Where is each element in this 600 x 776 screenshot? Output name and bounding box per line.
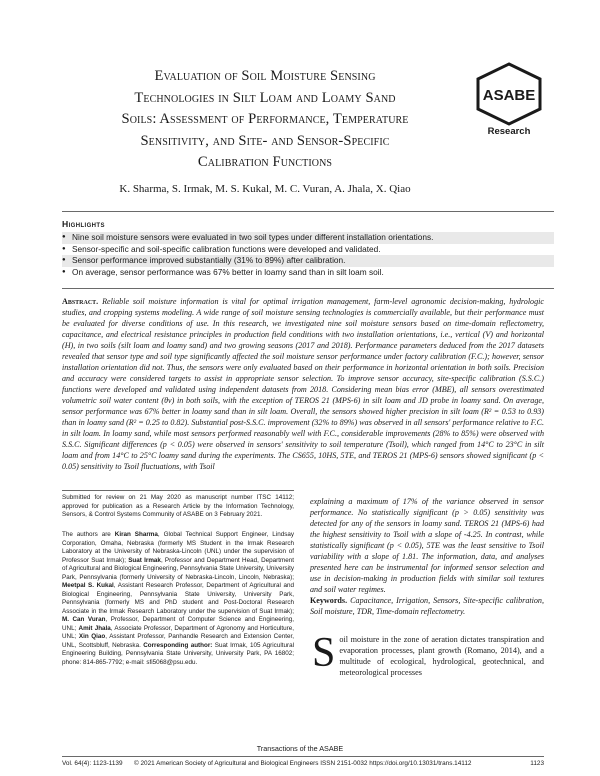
affiliation-desc: , Assistant Research Professor, Department of Agricultural and Biological Engineering, Pennsylvania State University, University Park, Pennsylvania (formerly MS and PhD student and Post-Doctoral Research Associate in the Irmak Research Laboratory under the supervision of Suat Irmak); [62, 582, 294, 615]
footer-divider [62, 756, 544, 757]
author-list: K. Sharma, S. Irmak, M. S. Kukal, M. C. Vuran, A. Jhala, X. Qiao [119, 183, 411, 195]
title-line: Sensitivity, and Site- and Sensor-Specific [140, 132, 390, 149]
divider [62, 211, 554, 212]
affiliation-name: Kiran Sharma [114, 531, 158, 538]
volume-info: Vol. 64(4): 1123-1139 [62, 760, 123, 767]
affiliation-name: Meetpal S. Kukal [62, 582, 114, 589]
author-affiliations [62, 531, 294, 667]
highlight-item: ● Sensor-specific and soil-specific calibration functions were developed and validated. [62, 244, 554, 256]
corresponding-author-label: Corresponding author: [143, 641, 213, 649]
corresponding-author-details: Suat Irmak, 105 Agricultural Engineering Building, Pennsylvania State University, University Park, PA 16802; phone: 814-865-7792; e-mail: sfi5068@psu.edu. [62, 641, 294, 666]
highlights-list [62, 232, 554, 278]
article-title [70, 66, 460, 174]
abstract [62, 296, 544, 472]
highlight-item: ● Sensor performance improved substantially (31% to 89%) after calibration. [62, 255, 554, 267]
keywords [310, 595, 544, 617]
affiliation-desc: , Associate Professor, Department of Agronomy and Horticulture, UNL; [62, 624, 294, 640]
divider [62, 288, 554, 289]
title-line: Technologies in Silt Loam and Loamy Sand [134, 89, 396, 106]
journal-name: Transactions of the ASABE [256, 744, 344, 753]
submission-note: Submitted for review on 21 May 2020 as manuscript number ITSC 14112; approved for publication as a Research Article by the Information Technology, Sensors, & Control Systems Community of ASABE on 3 February 2021. [62, 494, 294, 518]
affiliation-desc: , Global Technical Support Engineer, Lindsay Corporation, Omaha, Nebraska (formerly MS Student in the Irmak Research Laboratory at the University of Nebraska-Lincoln (UNL) under the supervision of Professor Suat Irmak); [62, 531, 295, 564]
drop-cap: S [312, 630, 336, 676]
page-number: 1123 [530, 760, 544, 767]
logo-subtitle: Research [487, 126, 531, 137]
title-line: Calibration Functions [197, 154, 333, 170]
title-line: Evaluation of Soil Moisture Sensing [154, 68, 376, 84]
highlight-item: ● Nine soil moisture sensors were evaluated in two soil types under different installation orientations. [62, 232, 554, 244]
affiliation-name: M. Can Vuran [62, 616, 106, 623]
affiliation-desc: , Professor and Department Head, Department of Agricultural and Biological Engineering, Pennsylvania State University, University Park, Pennsylvania (formerly University of Nebraska-Lincoln, Lincoln, Nebraska); [62, 556, 294, 581]
abstract-continuation: explaining a maximum of 17% of the variance observed in sensor performance. No statistically significant (p > 0.05) sensitivity was detected for any of the sensors in loamy sand. TEROS 21 (MPS-6) had the highest sensitivity to Tsoil with a slope of -4.25. In contrast, while statistically significant (p < 0.05), 5TE was the least sensitive to Tsoil variability with a slope of 1.81. The information, data, and analyses presented here can be instrumental for informed sensor selection and use in decision-making in production fields with similar soil textures and soil water regimes. [310, 497, 544, 594]
abstract-label: Abstract. [62, 297, 99, 306]
asabe-logo-icon [471, 62, 547, 126]
footnote-divider [62, 490, 294, 491]
affiliation-name: Xin Qiao [78, 633, 106, 640]
affiliation-intro: The authors are [62, 531, 111, 538]
asabe-logo [471, 62, 547, 140]
affiliation-name: Amit Jhala [78, 624, 111, 632]
affiliation-desc: , Professor, Department of Computer Science and Engineering, UNL; [62, 616, 294, 632]
keywords-text: Capacitance, Irrigation, Sensors, Site-specific calibration, Soil moisture, TDR, Time-domain reflectometry. [310, 596, 544, 616]
highlight-item: ● On average, sensor performance was 67% better in loamy sand than in silt loam soil. [62, 267, 554, 279]
affiliation-name: Suat Irmak [128, 556, 161, 564]
title-line: Soils: Assessment of Performance, Temperature [121, 111, 409, 127]
highlights-heading: Highlights [62, 219, 105, 229]
abstract-text: Reliable soil moisture information is vital for optimal irrigation management, farm-level agronomic decision-making, hydrologic studies, and cropping systems modeling. A wide range of soil moisture sensing technologies is commercially available, but their performance must be evaluated for diverse conditions of use. In this research, we investigated nine soil moisture sensors based on time-domain reflectometry, capacitance, and electrical resistance principles in production field conditions with two installation orientations, i.e., vertical (V) and horizontal (H), in two soils (silt loam and loamy sand) and two growing seasons (2017 and 2018). Performance parameters deduced from the 2017 datasets revealed that sensor type and soil type significantly affected the soil moisture sensor performance under factory calibration (F.C.); however, sensor installation orientation did not. Thus, the sensors were only evaluated based on their performance in horizontal orientation in both soils. Precision and accuracy were considered targets to assist in appropriate sensor selection. To improve sensor accuracy, site-specific calibration (S.S.C.) functions were developed and validated using independent datasets from 2018. Considering mean bias error (MBE), all sensors overestimated volumetric soil water content (θv) in both soils, with the exception of TEROS 21 (MPS-6) in silt loam and JD probe in loamy sand. On average, sensor performance was 67% better in loamy sand than in silt loam. Overall, the sensors showed higher precision in silt loam (R² = 0.53 to 0.93) than in loamy sand (R² = 0.25 to 0.82). Substantial post-S.S.C. improvement (32% to 89%) was observed in all sensors' performance relative to F.C. in silt loam. In loamy sand, while most sensors performed reasonably well with F.C., considerable improvements (28% to 85%) were observed with S.S.C. Significant differences (p < 0.05) were observed in sensors' sensitivity to soil temperature (Tsoil), which ranged from 14°C to 23°C in silt loam and from 14°C to 25°C loamy sand during the experiments. The CS655, 10HS, 5TE, and TEROS 21 (MPS-6) sensors showed significant (p < 0.05) sensitivity to Tsoil fluctuations, with Tsoil [62, 297, 544, 471]
keywords-label: Keywords. [310, 596, 348, 605]
introduction-text: oil moisture in the zone of aeration dictates transpiration and evaporation processes, plant growth (Romano, 2014), and a multitude of ecological, hydrological, geotechnical, and meteorological processes [339, 635, 544, 677]
introduction-paragraph [312, 630, 544, 678]
affiliation-desc: , Assistant Professor, Panhandle Research and Extension Center, UNL, Scottsbluff, Nebraska. [62, 633, 294, 649]
copyright-line: © 2021 American Society of Agricultural and Biological Engineers ISSN 2151-0032 https://doi.org/10.13031/trans.14112 [134, 760, 472, 767]
logo-text: ASABE [482, 87, 536, 104]
